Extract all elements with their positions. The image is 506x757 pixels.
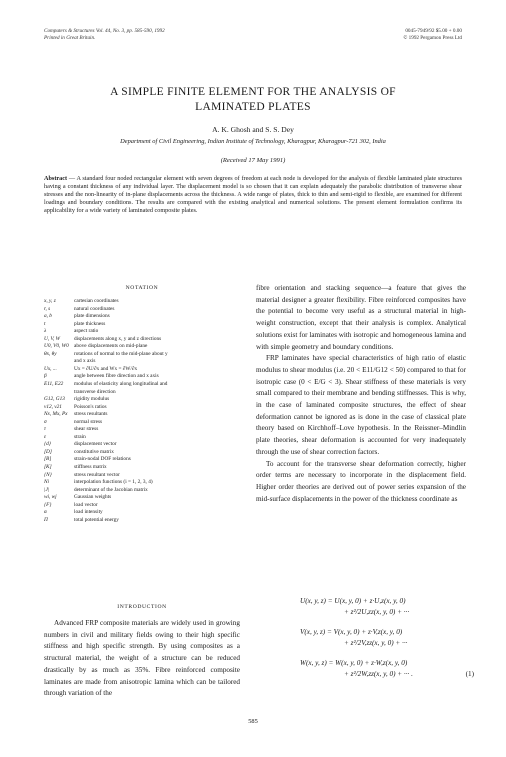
- notation-definition: transverse direction: [74, 388, 116, 395]
- notation-row: [44, 336, 240, 344]
- received-date: (Received 17 May 1991): [220, 157, 286, 164]
- introduction-heading: INTRODUCTION: [117, 604, 167, 610]
- notation-definition: cartesian coordinates: [74, 298, 119, 304]
- notation-symbol: [D]: [44, 448, 52, 455]
- authors: A. K. Ghosh and S. S. Dey: [212, 125, 294, 134]
- notation-definition: Gaussian weights: [74, 494, 112, 501]
- notation-definition: angle between fibre direction and x axis: [74, 373, 159, 380]
- notation-row: [44, 373, 240, 381]
- notation-symbol: Ni: [44, 479, 50, 486]
- notation-section: [44, 285, 240, 524]
- notation-row: [44, 389, 240, 397]
- notation-definition: displacements along x, y and z directions: [74, 335, 162, 342]
- notation-definition: above displacements on mid-plane: [74, 343, 148, 350]
- notation-symbol: E11, E22: [44, 381, 64, 388]
- notation-row: [44, 411, 240, 419]
- notation-definition: load vector: [74, 501, 98, 508]
- abstract-label: Abstract: [44, 175, 68, 182]
- notation-row: [44, 472, 240, 480]
- issn-line-1: 0045-7949/92 $5.00 + 0.00: [405, 28, 462, 34]
- notation-definition: stress resultants: [74, 411, 108, 418]
- notation-definition: natural coordinates: [74, 305, 115, 312]
- notation-definition: load intensity: [74, 509, 103, 516]
- notation-row: [44, 404, 240, 412]
- title-line-2: LAMINATED PLATES: [195, 101, 311, 113]
- equation-u: U(x, y, z) = U(x, y, 0) + z·U,z(x, y, 0): [300, 597, 406, 605]
- equation-w-cont-text: + z²/2W,zz(x, y, 0) + ··· .: [344, 670, 413, 679]
- notation-definition: Poisson's ratios: [74, 403, 107, 410]
- notation-heading: NOTATION: [125, 285, 159, 291]
- notation-row: [44, 434, 240, 442]
- abstract-text: A standard four noded rectangular element with seven degrees of freedom at each node is developed for the analysis of flexible laminated plate structures having a constant thickness of any individual layer. The displacement model is so chosen that it can explain adequately the parabolic distribution of transverse shear stresses and the non-linearity of in-plane displacements across the thickness. A wide range of plates, thick to thin and semi-rigid to flexible, are examined for different loadings and boundary conditions. The results are compared with the existing analytical and numerical solutions. The present element formulation confirms its applicability for a wide variety of laminated composite plates.: [44, 175, 462, 215]
- page-number: 585: [248, 718, 258, 725]
- notation-row: [44, 441, 240, 449]
- notation-symbol: r, s: [44, 305, 51, 312]
- notation-row: [44, 419, 240, 427]
- introduction-paragraph: Advanced FRP composite materials are widely used in growing numbers in civil and military fields owing to their high specific stiffness and high specific strength. By using composites as a structural material, the weight of a structure can be reduced drastically by as much as 35%. Fibre reinforced composite laminates are made from anisotropic lamina which can be tailored through variation of the: [44, 619, 240, 698]
- paragraph-3: To account for the transverse shear deformation correctly, higher order terms are necessary to incorporate in the displacement field. Higher order theories are derived out of power series expansion of the mid-surface displacements in the power of the thickness coordinate as: [256, 459, 466, 503]
- title-line-1: A SIMPLE FINITE ELEMENT FOR THE ANALYSIS OF: [110, 86, 396, 98]
- abstract: Abstract — A standard four noded rectangular element with seven degrees of freedom at each node is developed for the analysis of flexible laminated plate structures having a constant thickness of any individual layer. The displacement model is so chosen that it can explain adequately the parabolic distribution of transverse shear stresses and the non-linearity of in-plane displacements across the thickness. A wide range of plates, thick to thin and semi-rigid to flexible, are examined for different loadings and boundary conditions. The results are compared with the existing analytical and numerical solutions. The present element formulation confirms its applicability for a wide variety of laminated composite plates.: [44, 175, 462, 215]
- notation-symbol: τ: [44, 426, 46, 433]
- equation-v: V(x, y, z) = V(x, y, 0) + z·V,z(x, y, 0): [300, 627, 403, 636]
- right-column-text: [256, 283, 466, 505]
- notation-symbol: β: [44, 373, 47, 380]
- notation-definition: rotations of normal to the mid-plane about y: [74, 350, 168, 357]
- notation-definition: determinant of the Jacobian matrix: [74, 486, 148, 493]
- notation-row: [44, 456, 240, 464]
- equation-w: W(x, y, z) = W(x, y, 0) + z·W,z(x, y, 0): [300, 658, 408, 667]
- notation-definition: aspect ratio: [74, 328, 99, 335]
- notation-symbol: wi, wj: [44, 494, 57, 501]
- notation-definition: displacement vector: [74, 441, 117, 448]
- issn-line-2: © 1992 Pergamon Press Ltd: [403, 35, 462, 41]
- notation-symbol: [44, 358, 74, 366]
- equation-number: (1): [465, 670, 474, 679]
- notation-symbol: Π: [44, 516, 48, 523]
- notation-symbol: |J|: [44, 486, 50, 493]
- notation-definition: strain-nodal DOF relations: [74, 456, 131, 463]
- notation-row: [44, 313, 240, 321]
- notation-symbol: [44, 389, 74, 397]
- notation-definition: plate thickness: [74, 320, 106, 327]
- notation-symbol: {N}: [44, 471, 52, 478]
- notation-symbol: x, y, z: [44, 298, 56, 304]
- notation-row: [44, 464, 240, 472]
- notation-definition: normal stress: [74, 418, 103, 425]
- notation-definition: stiffness matrix: [74, 464, 107, 471]
- notation-definition: and x axis: [74, 358, 96, 365]
- notation-row: [44, 494, 240, 502]
- equation-u-cont: + z²/2U,zz(x, y, 0) + ···: [344, 608, 410, 617]
- notation-symbol: G12, G13: [44, 396, 65, 403]
- notation-symbol: σ: [44, 418, 47, 425]
- notation-symbol: λ: [44, 328, 47, 335]
- notation-row: [44, 306, 240, 314]
- notation-row: [44, 509, 240, 517]
- notation-row: [44, 502, 240, 510]
- notation-symbol: Nx, Mx, Px: [44, 411, 68, 418]
- notation-symbol: ν12, ν21: [44, 403, 62, 410]
- notation-row: [44, 381, 240, 389]
- notation-definition: modulus of elasticity along longitudinal and: [74, 381, 168, 388]
- equation-w-cont: [300, 669, 474, 680]
- notation-row: [44, 487, 240, 495]
- notation-definition: stress resultant vector: [74, 471, 120, 478]
- notation-definition: constitutive matrix: [74, 448, 114, 455]
- paper-title: [40, 85, 466, 115]
- notation-definition: shear stress: [74, 426, 99, 433]
- notation-row: [44, 328, 240, 336]
- journal-line-1: Computers & Structures Vol. 44, No. 3, pp. 585-590, 1992: [44, 28, 165, 34]
- affiliation: Department of Civil Engineering, Indian Institute of Technology, Kharagpur, Kharagpur-721 302, India: [120, 138, 386, 145]
- notation-symbol: α: [44, 509, 47, 516]
- notation-symbol: {d}: [44, 441, 51, 448]
- notation-definition: interpolation functions (i = 1, 2, 3, 4): [74, 479, 153, 486]
- notation-symbol: Ux, ...: [44, 365, 57, 372]
- equation-v-cont: + z²/2V,zz(x, y, 0) + ···: [344, 639, 408, 648]
- notation-definition: Ux = ∂U/∂x and Wx = ∂W/∂x: [74, 365, 138, 372]
- notation-row: [44, 396, 240, 404]
- issn-block: [403, 28, 462, 42]
- notation-row: [44, 343, 240, 351]
- notation-symbol: [K]: [44, 464, 52, 471]
- notation-symbol: θx, θy: [44, 350, 57, 357]
- notation-definition: strain: [74, 433, 86, 440]
- notation-symbol: [B]: [44, 456, 52, 463]
- paragraph-2: FRP laminates have special characteristics of high ratio of elastic modulus to shear modulus (i.e. 20 < E11/G12 < 50) compared to that for isotropic case (0 < E/G < 3). Shear stiffness of these materials is very small compared to their membrane and bending stiffnesses. This is why, in the case of laminated composite structures, the effect of shear deformation cannot be ignored as is done in the case of classical plate theory based on Kirchhoff–Love hypothesis. In the Reissner–Mindlin plate theories, shear deformation is accounted for very inadequately through the use of shear correction factors.: [256, 354, 466, 456]
- introduction-text: [44, 618, 240, 700]
- journal-citation: [44, 28, 165, 42]
- notation-symbol: U, V, W: [44, 335, 61, 342]
- notation-symbol: a, b: [44, 313, 52, 320]
- paragraph-1: fibre orientation and stacking sequence—a feature that gives the material designer a greater flexibility. Fibre reinforced composites have the potential to become very useful as a structural material in high-weight construction, except that their analysis is complex. Analytical solutions exist for laminates with isotropic and homogeneous lamina and with simple geometry and boundary conditions.: [256, 284, 466, 351]
- notation-row: [44, 426, 240, 434]
- notation-row: [44, 517, 240, 525]
- notation-definition: total potential energy: [74, 516, 119, 523]
- notation-list: [44, 298, 240, 524]
- notation-row: [44, 321, 240, 329]
- notation-symbol: t: [44, 320, 46, 327]
- journal-line-2: Printed in Great Britain.: [44, 35, 96, 41]
- notation-symbol: ε: [44, 433, 47, 440]
- notation-row: [44, 449, 240, 457]
- notation-row: [44, 298, 240, 306]
- equation-block: [300, 596, 474, 680]
- notation-row: [44, 358, 240, 366]
- notation-symbol: {F}: [44, 501, 52, 508]
- notation-definition: rigidity modulus: [74, 396, 110, 403]
- notation-row: [44, 479, 240, 487]
- notation-definition: plate dimensions: [74, 313, 110, 320]
- notation-row: [44, 351, 240, 359]
- notation-symbol: U0, V0, W0: [44, 343, 69, 350]
